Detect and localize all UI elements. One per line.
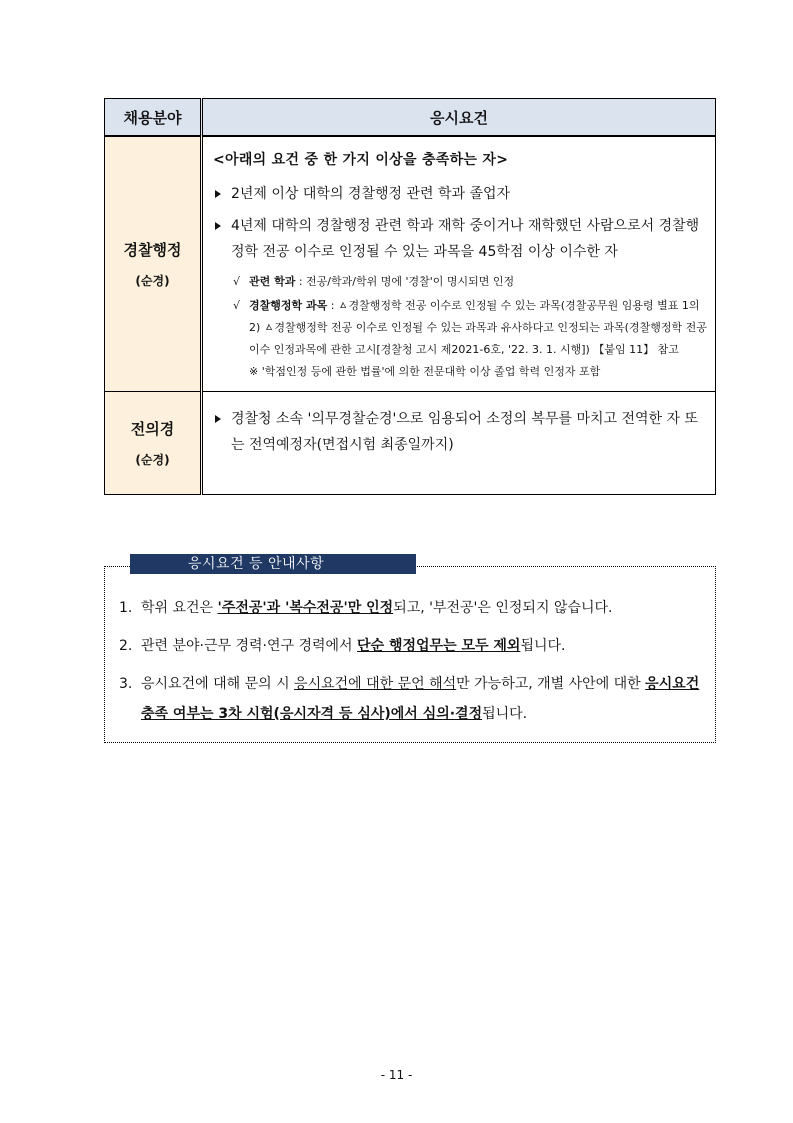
category-cell: [105, 136, 202, 392]
check-item: [211, 295, 707, 361]
bullet-text: 경찰청 소속 '의무경찰순경'으로 임용되어 소정의 복무를 마치고 전역한 자 또는 전역예정자(면접시험 최종일까지): [231, 411, 698, 453]
item-text: 만 가능하고, 개별 사안에 대한: [456, 676, 646, 692]
checkmark-icon: √: [233, 299, 241, 312]
table-header-row: [105, 99, 716, 137]
notice-list: [119, 593, 701, 737]
category-cell: [105, 392, 202, 495]
emphasis-text: 응시요건 충족 여부는 3차 시험(응시자격 등 심사)에서 심의·결정: [141, 676, 700, 722]
item-text: 응시요건에 대해 문의 시: [141, 676, 295, 692]
category-name: 경찰행정: [123, 241, 182, 259]
triangle-bullet-icon: [215, 415, 221, 423]
header-requirements: 응시요건: [202, 99, 716, 137]
item-text: 됩니다.: [520, 638, 566, 654]
checkmark-icon: √: [233, 275, 241, 288]
underlined-text: 응시요건에 대한 문언 해석: [294, 676, 457, 692]
item-text: 됩니다.: [482, 706, 528, 722]
item-number: 2.: [119, 638, 133, 654]
check-label: 경찰행정학 과목: [249, 299, 328, 312]
requirements-table: [104, 98, 716, 495]
table-row: [105, 392, 716, 495]
requirements-cell: [202, 136, 716, 392]
list-item: [211, 181, 707, 207]
list-item: [211, 406, 707, 458]
page-number: - 11 -: [380, 1068, 413, 1082]
emphasis-text: 단순 행정업무는 모두 제외: [357, 638, 521, 654]
condition-title: <아래의 요건 중 한 가지 이상을 충족하는 자>: [213, 152, 509, 168]
category-name: 전의경: [130, 420, 175, 438]
category-rank: (순경): [135, 274, 170, 288]
check-text: : ㅿ경찰행정학 전공 이수로 인정될 수 있는 과목(경찰공무원 임용령 별표 1의2) ㅿ경찰행정학 전공 이수로 인정될 수 있는 과목과 유사하다고 인정되는 과목(경찰행정학 전공이수 인정과목에 관한 고시[경찰청 고시 제2021-6호, '22. 3. 1. 시행]) 【붙임 11】 참고: [249, 299, 707, 356]
check-label: 관련 학과: [249, 275, 296, 288]
bullet-text: 2년제 이상 대학의 경찰행정 관련 학과 졸업자: [231, 186, 511, 202]
item-text: 관련 분야·근무 경력·연구 경력에서: [141, 638, 358, 654]
triangle-bullet-icon: [215, 190, 221, 198]
item-number: 1.: [119, 600, 133, 616]
table-row: [105, 136, 716, 392]
list-item: [211, 213, 707, 265]
item-number: 3.: [119, 676, 133, 692]
notice-box: [104, 556, 716, 743]
check-text: : 전공/학과/학위 명에 '경찰'이 명시되면 인정: [295, 275, 515, 288]
list-item: [119, 593, 701, 623]
header-field: 채용분야: [105, 99, 202, 137]
footnote: ※ '학점인정 등에 관한 법률'에 의한 전문대학 이상 졸업 학력 인정자 포함: [249, 365, 601, 378]
item-text: 학위 요건은: [141, 600, 218, 616]
item-text: 되고, '부전공'은 인정되지 않습니다.: [393, 600, 613, 616]
list-item: [119, 669, 701, 729]
emphasis-text: '주전공'과 '복수전공'만 인정: [217, 600, 394, 616]
list-item: [119, 631, 701, 661]
requirements-cell: [202, 392, 716, 495]
bullet-text: 4년제 대학의 경찰행정 관련 학과 재학 중이거나 재학했던 사람으로서 경찰행정학 전공 이수로 인정될 수 있는 과목을 45학점 이상 이수한 자: [231, 218, 700, 260]
check-item: [211, 271, 707, 293]
category-rank: (순경): [135, 453, 170, 467]
notice-title: 응시요건 등 안내사항: [130, 554, 416, 574]
triangle-bullet-icon: [215, 222, 221, 230]
